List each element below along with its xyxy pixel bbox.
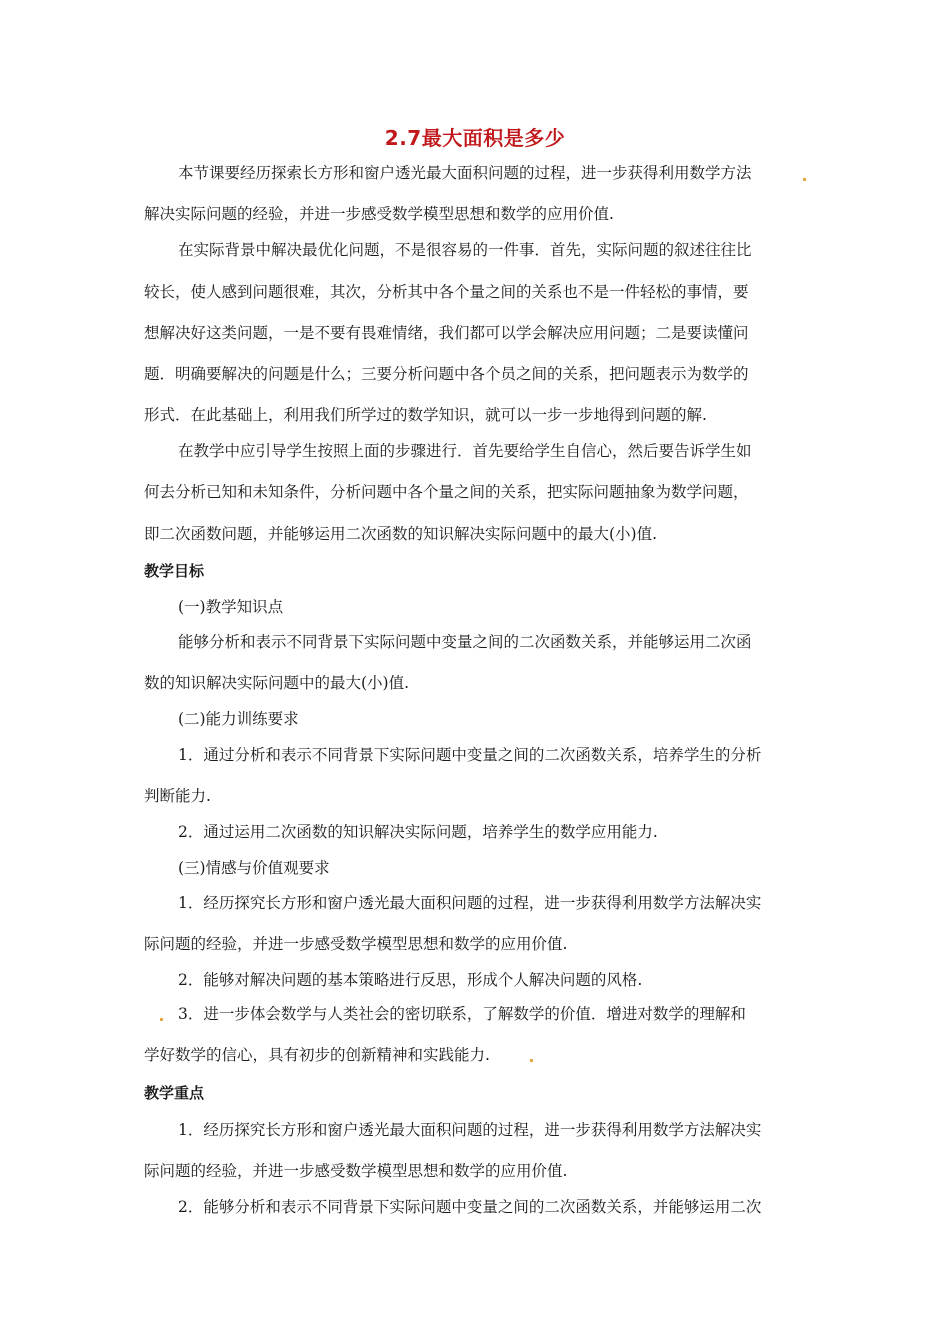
text-line: 在实际背景中解决最优化问题，不是很容易的一件事．首先，实际问题的叙述往往比 xyxy=(178,241,752,259)
text-line: 3．进一步体会数学与人类社会的密切联系，了解数学的价值．增进对数学的理解和 xyxy=(178,1005,746,1023)
text-line: 学好数学的信心，具有初步的创新精神和实践能力. xyxy=(144,1046,490,1064)
page-title: 2.7最大面积是多少 xyxy=(384,126,566,150)
subsection-heading: (三)情感与价值观要求 xyxy=(178,859,330,877)
text-line: 判断能力. xyxy=(144,787,211,805)
section-heading-focus: 教学重点 xyxy=(144,1084,205,1102)
text-line: 题．明确要解决的问题是什么；三要分析问题中各个员之间的关系，把问题表示为数学的 xyxy=(144,365,749,383)
text-line: 1．通过分析和表示不同背景下实际问题中变量之间的二次函数关系，培养学生的分析 xyxy=(178,746,762,764)
text-line: 解决实际问题的经验，并进一步感受数学模型思想和数学的应用价值. xyxy=(144,205,614,223)
text-line: 2．能够分析和表示不同背景下实际问题中变量之间的二次函数关系，并能够运用二次 xyxy=(178,1198,762,1216)
text-line: 形式．在此基础上，利用我们所学过的数学知识，就可以一步一步地得到问题的解. xyxy=(144,406,707,424)
text-line: 2．通过运用二次函数的知识解决实际问题，培养学生的数学应用能力. xyxy=(178,823,658,841)
mark-dot xyxy=(160,1018,163,1021)
text-line: 数的知识解决实际问题中的最大(小)值. xyxy=(144,674,410,692)
text-line: 1．经历探究长方形和窗户透光最大面积问题的过程，进一步获得利用数学方法解决实 xyxy=(178,1121,762,1139)
text-line: 何去分析已知和未知条件，分析问题中各个量之间的关系，把实际问题抽象为数学问题， xyxy=(144,483,749,501)
text-line: 在教学中应引导学生按照上面的步骤进行．首先要给学生自信心，然后要告诉学生如 xyxy=(178,442,752,460)
subsection-heading: (一)教学知识点 xyxy=(178,598,284,616)
mark-dot xyxy=(803,178,806,181)
text-line: 1．经历探究长方形和窗户透光最大面积问题的过程，进一步获得利用数学方法解决实 xyxy=(178,894,762,912)
text-line: 际问题的经验，并进一步感受数学模型思想和数学的应用价值. xyxy=(144,935,568,953)
subsection-heading: (二)能力训练要求 xyxy=(178,710,299,728)
mark-dot xyxy=(530,1059,533,1062)
section-heading-goals: 教学目标 xyxy=(144,562,205,580)
text-line: 能够分析和表示不同背景下实际问题中变量之间的二次函数关系，并能够运用二次函 xyxy=(178,633,752,651)
text-line: 际问题的经验，并进一步感受数学模型思想和数学的应用价值. xyxy=(144,1162,568,1180)
text-line: 较长，使人感到问题很难，其次，分析其中各个量之间的关系也不是一件轻松的事情，要 xyxy=(144,283,749,301)
text-line: 想解决好这类问题，一是不要有畏难情绪，我们都可以学会解决应用问题；二是要读懂问 xyxy=(144,324,749,342)
text-line: 2．能够对解决问题的基本策略进行反思，形成个人解决问题的风格. xyxy=(178,971,643,989)
text-line: 本节课要经历探索长方形和窗户透光最大面积问题的过程，进一步获得利用数学方法 xyxy=(178,164,752,182)
text-line: 即二次函数问题，并能够运用二次函数的知识解决实际问题中的最大(小)值. xyxy=(144,525,658,543)
